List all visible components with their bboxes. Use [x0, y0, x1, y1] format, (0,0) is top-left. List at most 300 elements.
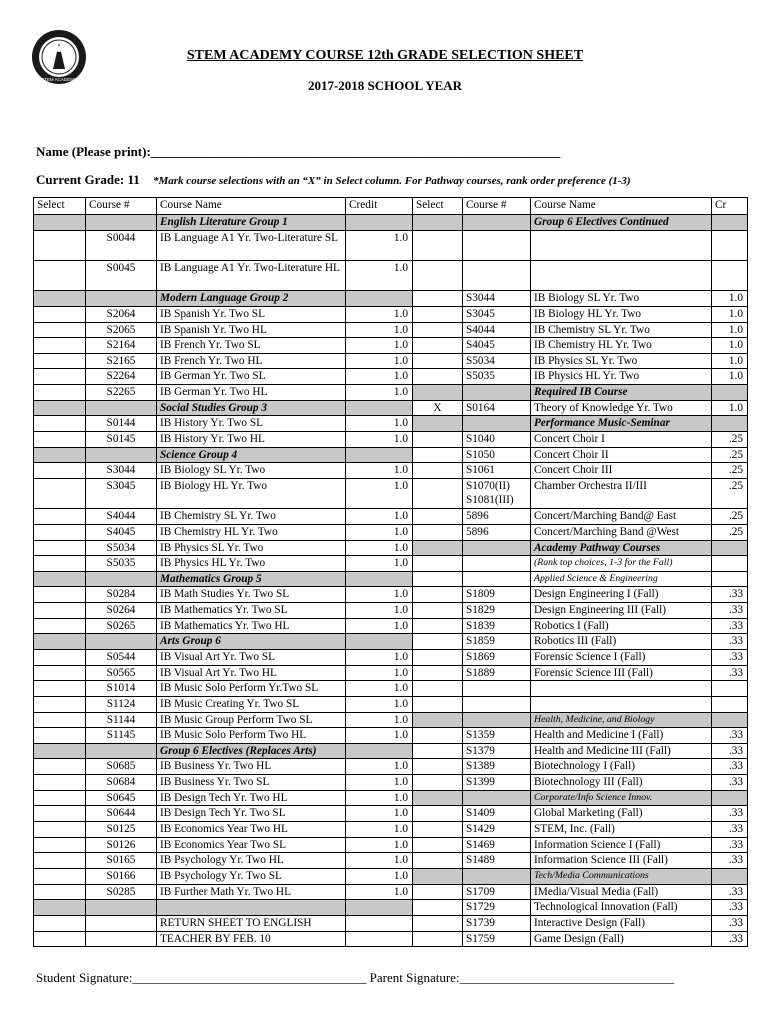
signature-line: [36, 970, 674, 986]
left-select-cell[interactable]: [34, 837, 86, 853]
right-course-number: [463, 790, 531, 806]
right-course-number: S1809: [463, 587, 531, 603]
right-course-number: [463, 556, 531, 572]
right-credit: .25: [712, 447, 748, 463]
right-select-cell[interactable]: [413, 681, 463, 697]
left-credit: 1.0: [346, 385, 413, 401]
right-credit: [712, 230, 748, 260]
left-credit: 1.0: [346, 728, 413, 744]
left-select-cell[interactable]: [34, 775, 86, 791]
left-credit: 1.0: [346, 759, 413, 775]
right-select-cell[interactable]: [413, 306, 463, 322]
left-credit: 1.0: [346, 306, 413, 322]
right-credit: [712, 790, 748, 806]
right-select-cell[interactable]: [413, 743, 463, 759]
right-select-cell[interactable]: [413, 900, 463, 916]
table-row: [34, 385, 748, 401]
left-credit: 1.0: [346, 665, 413, 681]
right-course-number: [463, 712, 531, 728]
right-select-cell[interactable]: [413, 603, 463, 619]
table-row: [34, 556, 748, 572]
left-select-cell[interactable]: [34, 447, 86, 463]
left-course-name: IB Mathematics Yr. Two HL: [157, 618, 346, 634]
left-course-number: [86, 400, 157, 416]
left-course-name: IB Language A1 Yr. Two-Literature HL: [157, 260, 346, 290]
table-row: [34, 728, 748, 744]
right-credit: [712, 385, 748, 401]
right-course-number: [463, 416, 531, 432]
right-course-number: S4044: [463, 322, 531, 338]
right-course-name: Forensic Science III (Fall): [531, 665, 712, 681]
right-credit: [712, 556, 748, 572]
right-credit: .33: [712, 806, 748, 822]
right-select-cell[interactable]: [413, 853, 463, 869]
left-course-name: IB Math Studies Yr. Two SL: [157, 587, 346, 603]
left-course-name: IB Physics HL Yr. Two: [157, 556, 346, 572]
left-course-number: S0544: [86, 649, 157, 665]
left-select-cell[interactable]: [34, 416, 86, 432]
grade-line: [36, 172, 631, 188]
right-course-number: S1409: [463, 806, 531, 822]
right-credit: .25: [712, 478, 748, 508]
left-credit: 1.0: [346, 618, 413, 634]
right-select-cell[interactable]: [413, 463, 463, 479]
right-select-cell[interactable]: [413, 618, 463, 634]
right-select-cell[interactable]: [413, 775, 463, 791]
left-select-cell[interactable]: [34, 853, 86, 869]
right-select-cell[interactable]: [413, 447, 463, 463]
right-credit: [712, 416, 748, 432]
left-course-number: S0685: [86, 759, 157, 775]
left-course-name: Science Group 4: [157, 447, 346, 463]
table-row: [34, 743, 748, 759]
left-select-cell[interactable]: [34, 665, 86, 681]
right-course-name: IB Biology SL Yr. Two: [531, 291, 712, 307]
left-credit: [346, 743, 413, 759]
left-course-number: S0045: [86, 260, 157, 290]
left-course-name: Modern Language Group 2: [157, 291, 346, 307]
right-select-cell[interactable]: [413, 712, 463, 728]
right-credit: .33: [712, 743, 748, 759]
left-course-name: IB Business Yr. Two HL: [157, 759, 346, 775]
col-header: Course #: [86, 198, 157, 215]
right-course-number: S5035: [463, 369, 531, 385]
left-course-number: S4045: [86, 524, 157, 540]
right-course-number: S4045: [463, 338, 531, 354]
right-select-cell[interactable]: [413, 587, 463, 603]
left-course-number: S0645: [86, 790, 157, 806]
left-course-name: IB Psychology Yr. Two HL: [157, 853, 346, 869]
left-course-number: S0644: [86, 806, 157, 822]
left-course-number: S5035: [86, 556, 157, 572]
right-select-cell[interactable]: [413, 868, 463, 884]
right-course-number: [463, 385, 531, 401]
left-course-number: S1124: [86, 696, 157, 712]
right-course-number: [463, 681, 531, 697]
right-course-name: Group 6 Electives Continued: [531, 215, 712, 231]
table-row: [34, 447, 748, 463]
left-course-name: English Literature Group 1: [157, 215, 346, 231]
left-select-cell[interactable]: [34, 432, 86, 448]
left-select-cell[interactable]: [34, 369, 86, 385]
right-credit: .33: [712, 884, 748, 900]
left-credit: [346, 931, 413, 947]
left-select-cell[interactable]: [34, 571, 86, 587]
right-course-name: Concert Choir III: [531, 463, 712, 479]
left-course-number: S0144: [86, 416, 157, 432]
left-course-number: S0125: [86, 822, 157, 838]
right-select-cell[interactable]: [413, 369, 463, 385]
col-header: Select: [34, 198, 86, 215]
left-select-cell[interactable]: [34, 822, 86, 838]
right-course-number: S1759: [463, 931, 531, 947]
left-course-name: IB Biology HL Yr. Two: [157, 478, 346, 508]
table-row: [34, 712, 748, 728]
left-course-name: IB Chemistry HL Yr. Two: [157, 524, 346, 540]
left-select-cell[interactable]: [34, 556, 86, 572]
table-row: [34, 696, 748, 712]
right-credit: .25: [712, 509, 748, 525]
left-select-cell[interactable]: [34, 385, 86, 401]
right-course-name: Chamber Orchestra II/III: [531, 478, 712, 508]
right-select-cell[interactable]: [413, 665, 463, 681]
right-select-cell[interactable]: [413, 728, 463, 744]
left-course-name: IB Business Yr. Two SL: [157, 775, 346, 791]
right-course-name: Global Marketing (Fall): [531, 806, 712, 822]
left-course-name: [157, 900, 346, 916]
left-credit: 1.0: [346, 353, 413, 369]
right-select-cell[interactable]: [413, 915, 463, 931]
left-credit: 1.0: [346, 837, 413, 853]
right-course-number: S1389: [463, 759, 531, 775]
right-select-cell[interactable]: X: [413, 400, 463, 416]
right-select-cell[interactable]: [413, 353, 463, 369]
left-select-cell[interactable]: [34, 478, 86, 508]
left-course-number: S0565: [86, 665, 157, 681]
table-row: [34, 260, 748, 290]
right-select-cell[interactable]: [413, 524, 463, 540]
right-course-name: IB Chemistry SL Yr. Two: [531, 322, 712, 338]
left-select-cell[interactable]: [34, 338, 86, 354]
right-course-name: Concert Choir II: [531, 447, 712, 463]
left-course-number: S2265: [86, 385, 157, 401]
table-row: [34, 900, 748, 916]
table-row: [34, 603, 748, 619]
left-select-cell[interactable]: [34, 712, 86, 728]
left-select-cell[interactable]: [34, 884, 86, 900]
left-select-cell[interactable]: [34, 603, 86, 619]
page-title: STEM ACADEMY COURSE 12th GRADE SELECTION SHEET: [186, 48, 584, 63]
left-credit: 1.0: [346, 884, 413, 900]
table-row: [34, 416, 748, 432]
left-course-number: S1014: [86, 681, 157, 697]
left-course-name: IB Music Solo Perform Two HL: [157, 728, 346, 744]
right-course-name: Biotechnology I (Fall): [531, 759, 712, 775]
student-signature[interactable]: Student Signature:____________________________________: [36, 970, 367, 985]
left-course-number: S0265: [86, 618, 157, 634]
left-course-name: IB Economics Year Two SL: [157, 837, 346, 853]
table-row: [34, 915, 748, 931]
table-row: [34, 665, 748, 681]
left-course-name: Arts Group 6: [157, 634, 346, 650]
right-credit: .33: [712, 665, 748, 681]
right-course-name: Information Science III (Fall): [531, 853, 712, 869]
left-credit: 1.0: [346, 681, 413, 697]
left-course-number: [86, 900, 157, 916]
right-select-cell[interactable]: [413, 790, 463, 806]
right-course-name: Robotics I (Fall): [531, 618, 712, 634]
left-select-cell[interactable]: [34, 634, 86, 650]
left-course-name: Group 6 Electives (Replaces Arts): [157, 743, 346, 759]
right-credit: [712, 681, 748, 697]
left-credit: 1.0: [346, 478, 413, 508]
right-course-number: [463, 696, 531, 712]
left-credit: [346, 215, 413, 231]
left-credit: 1.0: [346, 853, 413, 869]
left-select-cell[interactable]: [34, 696, 86, 712]
col-header: Course #: [463, 198, 531, 215]
left-select-cell[interactable]: [34, 540, 86, 556]
right-credit: .33: [712, 587, 748, 603]
left-course-name: Social Studies Group 3: [157, 400, 346, 416]
right-credit: .33: [712, 822, 748, 838]
left-course-name: IB Visual Art Yr. Two SL: [157, 649, 346, 665]
right-credit: [712, 571, 748, 587]
right-credit: [712, 215, 748, 231]
right-course-number: S5034: [463, 353, 531, 369]
left-select-cell[interactable]: [34, 524, 86, 540]
left-course-number: [86, 291, 157, 307]
left-select-cell[interactable]: [34, 587, 86, 603]
left-course-name: IB German Yr. Two SL: [157, 369, 346, 385]
right-select-cell[interactable]: [413, 478, 463, 508]
table-row: [34, 790, 748, 806]
right-select-cell[interactable]: [413, 696, 463, 712]
left-select-cell[interactable]: [34, 322, 86, 338]
right-course-number: S1839: [463, 618, 531, 634]
course-selection-table: [33, 197, 748, 947]
table-row: [34, 230, 748, 260]
left-credit: [346, 447, 413, 463]
right-select-cell[interactable]: [413, 556, 463, 572]
left-select-cell[interactable]: [34, 868, 86, 884]
table-row: [34, 868, 748, 884]
left-select-cell[interactable]: [34, 291, 86, 307]
right-course-number: S1739: [463, 915, 531, 931]
right-select-cell[interactable]: [413, 571, 463, 587]
left-course-name: IB Physics SL Yr. Two: [157, 540, 346, 556]
right-course-name: Concert/Marching Band @West: [531, 524, 712, 540]
left-course-number: S0126: [86, 837, 157, 853]
right-course-number: 5896: [463, 509, 531, 525]
instructions: *Mark course selections with an “X” in Select column. For Pathway courses, rank order preference (1-3): [153, 175, 631, 187]
right-select-cell[interactable]: [413, 260, 463, 290]
left-course-number: [86, 743, 157, 759]
right-select-cell[interactable]: [413, 884, 463, 900]
right-course-number: S1709: [463, 884, 531, 900]
right-course-name: Concert Choir I: [531, 432, 712, 448]
table-row: [34, 649, 748, 665]
left-select-cell[interactable]: [34, 743, 86, 759]
right-course-number: S1429: [463, 822, 531, 838]
right-course-name: Performance Music-Seminar: [531, 416, 712, 432]
right-course-number: [463, 230, 531, 260]
right-credit: 1.0: [712, 338, 748, 354]
left-select-cell[interactable]: [34, 260, 86, 290]
right-credit: .33: [712, 649, 748, 665]
right-credit: 1.0: [712, 353, 748, 369]
left-credit: [346, 900, 413, 916]
left-course-number: S5034: [86, 540, 157, 556]
left-select-cell[interactable]: [34, 353, 86, 369]
right-course-name: Biotechnology III (Fall): [531, 775, 712, 791]
left-select-cell[interactable]: [34, 728, 86, 744]
left-course-number: S0044: [86, 230, 157, 260]
left-credit: [346, 571, 413, 587]
left-course-name: IB Music Creating Yr. Two SL: [157, 696, 346, 712]
left-credit: 1.0: [346, 338, 413, 354]
left-course-name: IB Chemistry SL Yr. Two: [157, 509, 346, 525]
left-credit: 1.0: [346, 775, 413, 791]
left-course-number: [86, 634, 157, 650]
table-row: [34, 587, 748, 603]
right-course-name: Health, Medicine, and Biology: [531, 712, 712, 728]
left-credit: 1.0: [346, 587, 413, 603]
left-credit: 1.0: [346, 524, 413, 540]
left-course-number: S0285: [86, 884, 157, 900]
left-credit: 1.0: [346, 509, 413, 525]
left-course-name: IB Further Math Yr. Two HL: [157, 884, 346, 900]
right-course-name: Design Engineering I (Fall): [531, 587, 712, 603]
right-select-cell[interactable]: [413, 837, 463, 853]
left-course-number: S4044: [86, 509, 157, 525]
left-course-number: [86, 447, 157, 463]
right-select-cell[interactable]: [413, 291, 463, 307]
table-header-row: [34, 198, 748, 215]
left-select-cell[interactable]: [34, 915, 86, 931]
left-credit: 1.0: [346, 432, 413, 448]
left-course-number: S0165: [86, 853, 157, 869]
right-select-cell[interactable]: [413, 416, 463, 432]
right-select-cell[interactable]: [413, 931, 463, 947]
col-header: Cr: [712, 198, 748, 215]
right-select-cell[interactable]: [413, 540, 463, 556]
right-credit: 1.0: [712, 400, 748, 416]
table-row: [34, 540, 748, 556]
right-select-cell[interactable]: [413, 338, 463, 354]
right-select-cell[interactable]: [413, 385, 463, 401]
left-select-cell[interactable]: [34, 681, 86, 697]
right-credit: [712, 868, 748, 884]
right-select-cell[interactable]: [413, 806, 463, 822]
right-course-name: Concert/Marching Band@ East: [531, 509, 712, 525]
right-course-name: Interactive Design (Fall): [531, 915, 712, 931]
table-row: [34, 931, 748, 947]
left-select-cell[interactable]: [34, 215, 86, 231]
right-select-cell[interactable]: [413, 230, 463, 260]
right-course-name: Design Engineering III (Fall): [531, 603, 712, 619]
right-credit: .33: [712, 634, 748, 650]
right-course-number: S1869: [463, 649, 531, 665]
right-course-number: [463, 571, 531, 587]
left-credit: 1.0: [346, 868, 413, 884]
right-course-number: S1070(II) S1081(III): [463, 478, 531, 508]
left-course-number: S2064: [86, 306, 157, 322]
table-row: [34, 463, 748, 479]
table-row: [34, 322, 748, 338]
left-course-number: S1144: [86, 712, 157, 728]
left-select-cell[interactable]: [34, 400, 86, 416]
left-select-cell[interactable]: [34, 463, 86, 479]
right-course-number: S1829: [463, 603, 531, 619]
right-select-cell[interactable]: [413, 634, 463, 650]
right-course-name: Tech/Media Communications: [531, 868, 712, 884]
left-course-name: IB Music Solo Perform Yr.Two SL: [157, 681, 346, 697]
left-select-cell[interactable]: [34, 790, 86, 806]
right-course-number: S1050: [463, 447, 531, 463]
left-credit: 1.0: [346, 806, 413, 822]
left-course-number: S0145: [86, 432, 157, 448]
right-course-number: S3044: [463, 291, 531, 307]
left-select-cell[interactable]: [34, 931, 86, 947]
left-course-name: IB Music Group Perform Two SL: [157, 712, 346, 728]
left-select-cell[interactable]: [34, 806, 86, 822]
right-select-cell[interactable]: [413, 822, 463, 838]
right-credit: 1.0: [712, 306, 748, 322]
left-course-number: [86, 931, 157, 947]
table-row: [34, 353, 748, 369]
table-row: [34, 571, 748, 587]
right-course-name: [531, 681, 712, 697]
right-select-cell[interactable]: [413, 649, 463, 665]
right-credit: [712, 260, 748, 290]
left-credit: 1.0: [346, 260, 413, 290]
left-course-name: IB Design Tech Yr. Two SL: [157, 806, 346, 822]
right-select-cell[interactable]: [413, 509, 463, 525]
right-course-number: S1489: [463, 853, 531, 869]
left-select-cell[interactable]: [34, 306, 86, 322]
right-course-name: IB Physics HL Yr. Two: [531, 369, 712, 385]
left-select-cell[interactable]: [34, 759, 86, 775]
left-select-cell[interactable]: [34, 230, 86, 260]
left-select-cell[interactable]: [34, 900, 86, 916]
right-course-number: S1061: [463, 463, 531, 479]
left-select-cell[interactable]: [34, 509, 86, 525]
left-credit: 1.0: [346, 463, 413, 479]
left-credit: 1.0: [346, 790, 413, 806]
left-select-cell[interactable]: [34, 618, 86, 634]
table-row: [34, 400, 748, 416]
name-field[interactable]: Name (Please print):_______________________________________________________________: [36, 144, 561, 159]
right-select-cell[interactable]: [413, 215, 463, 231]
right-credit: [712, 712, 748, 728]
right-course-name: STEM, Inc. (Fall): [531, 822, 712, 838]
right-course-name: Health and Medicine I (Fall): [531, 728, 712, 744]
left-credit: 1.0: [346, 230, 413, 260]
right-select-cell[interactable]: [413, 759, 463, 775]
right-course-name: [531, 230, 712, 260]
parent-signature[interactable]: Parent Signature:_________________________________: [369, 970, 675, 985]
right-select-cell[interactable]: [413, 432, 463, 448]
right-credit: .25: [712, 524, 748, 540]
right-credit: .33: [712, 853, 748, 869]
left-course-number: S0684: [86, 775, 157, 791]
left-select-cell[interactable]: [34, 649, 86, 665]
right-credit: [712, 540, 748, 556]
right-course-name: Health and Medicine III (Fall): [531, 743, 712, 759]
right-select-cell[interactable]: [413, 322, 463, 338]
left-course-name: IB Language A1 Yr. Two-Literature SL: [157, 230, 346, 260]
